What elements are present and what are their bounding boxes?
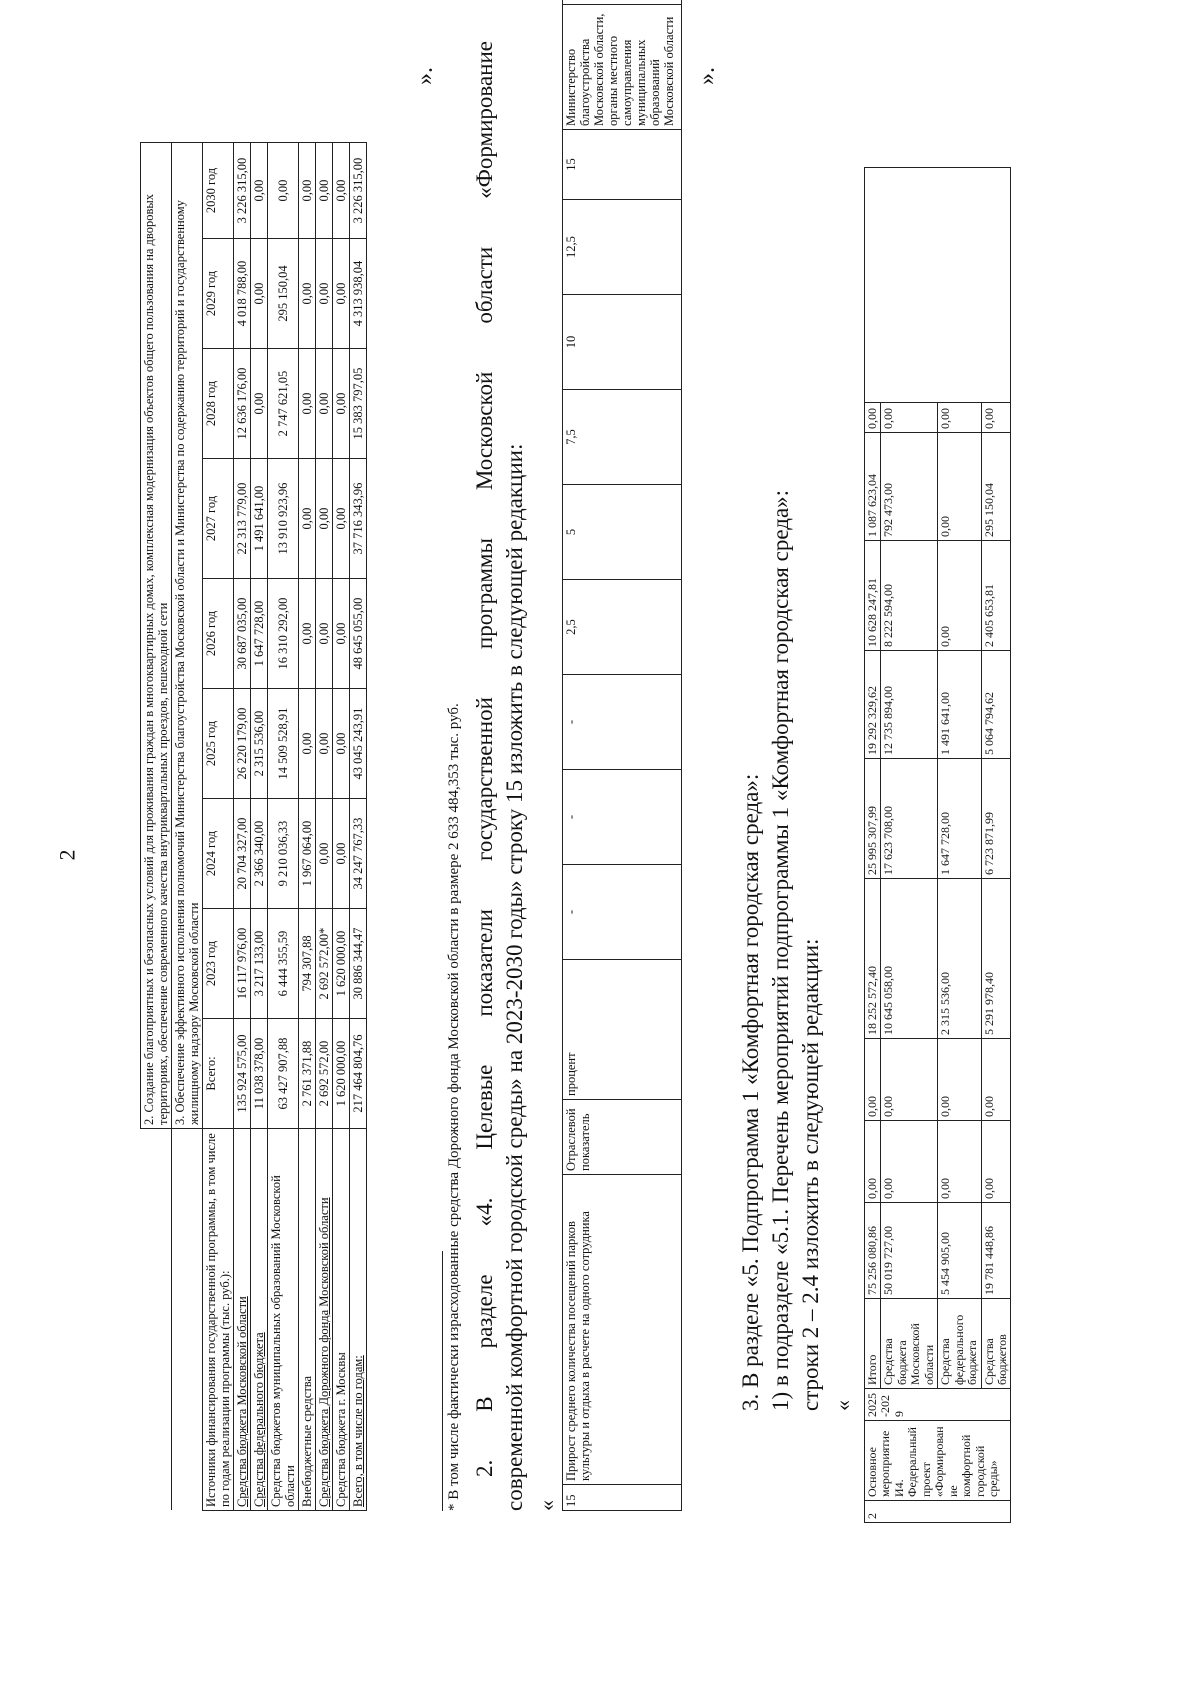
value-cell: 37 716 343,96: [350, 459, 367, 579]
column-header: 2028 год: [203, 349, 234, 459]
column-header: 2024 год: [203, 799, 234, 909]
measure-value: 5 291 978,40: [981, 879, 1011, 1039]
measure-value: 0,00: [881, 1121, 938, 1203]
column-header: 2026 год: [203, 579, 234, 689]
goal-row: [172, 142, 203, 1510]
row-number: 15: [563, 1485, 682, 1511]
value-cell: 12 636 176,00: [234, 349, 251, 459]
section3-rows-text: строки 2 – 2.4 изложить в следующей редакции:: [798, 938, 823, 1411]
value-cell: 0,00: [299, 349, 316, 459]
measure-total: 50 019 727,00: [881, 1203, 938, 1299]
measure-row: [865, 168, 881, 1523]
value-cell: 1 647 728,00: [251, 579, 268, 689]
measure-value: 0,00: [981, 1039, 1011, 1121]
page-number: 2: [54, 849, 80, 861]
value-cell: 26 220 179,00: [234, 689, 251, 799]
footnote-rule: [442, 1251, 443, 1511]
finance-row: [299, 142, 316, 1510]
indicator-name: Прирост среднего количества посещений парков культуры и отдыха в расчете на одного сотрудника: [563, 1175, 682, 1485]
value-cell: 13 910 923,96: [268, 459, 299, 579]
measure-value: 295 150,04: [981, 433, 1011, 541]
section2-paragraph-line1: 2. В разделе «4. Целевые показатели государственной программы Московской области «Формирование: [472, 41, 497, 1477]
value-cell: 0,00: [333, 349, 350, 459]
measure-value: 19 292 329,62: [865, 651, 881, 759]
measure-value: 1 647 728,00: [938, 759, 981, 879]
value-cell: 2 315 536,00: [251, 689, 268, 799]
measure-total: 19 781 448,86: [981, 1203, 1011, 1299]
finance-header-row: [203, 142, 234, 1510]
measure-value: 792 473,00: [881, 433, 938, 541]
value-cell: 0,00: [316, 459, 333, 579]
measure-value: 0,00: [981, 403, 1011, 433]
column-header: 2023 год: [203, 909, 234, 1019]
measure-value: 6 723 871,99: [981, 759, 1011, 879]
measure-total: 5 454 905,00: [938, 1203, 981, 1299]
value-cell: 0,00: [251, 239, 268, 349]
value-cell: 0,00: [268, 142, 299, 238]
value-cell: 9 210 036,33: [268, 799, 299, 909]
value-cell: 0,00: [333, 142, 350, 238]
value-cell: 0,00: [316, 349, 333, 459]
value-cell: 22 313 779,00: [234, 459, 251, 579]
value-cell: 4 018 788,00: [234, 239, 251, 349]
value-cell: 2 747 621,05: [268, 349, 299, 459]
value-cell: 2 761 371,88: [299, 1019, 316, 1129]
value-cell: 14 509 528,91: [268, 689, 299, 799]
source-label: Средства бюджетов муниципальных образований Московской области: [268, 1129, 299, 1511]
finance-row: [333, 142, 350, 1510]
indicators-table: [562, 0, 682, 1511]
finance-row: [251, 142, 268, 1510]
indicator-value: 7,5: [563, 390, 682, 485]
indicator-type: Отраслевой показатель: [563, 1100, 682, 1175]
column-header: 2027 год: [203, 459, 234, 579]
value-cell: 2 366 340,00: [251, 799, 268, 909]
value-cell: 30 886 344,47: [350, 909, 367, 1019]
source-label: Средства федерального бюджета: [251, 1129, 268, 1511]
measure-value: 8 222 594,00: [881, 541, 938, 651]
finance-row: [268, 142, 299, 1510]
value-cell: 2 692 572,00*: [316, 909, 333, 1019]
funding-source: Итого: [865, 1299, 881, 1389]
value-cell: 0,00: [299, 142, 316, 238]
value-cell: 20 704 327,00: [234, 799, 251, 909]
indicator-value: -: [563, 675, 682, 770]
value-cell: 0,00: [299, 689, 316, 799]
indicator-value: 12,5: [563, 200, 682, 295]
value-cell: 0,00: [251, 142, 268, 238]
column-header: Всего:: [203, 1019, 234, 1129]
column-header: 2025 год: [203, 689, 234, 799]
value-cell: 0,00: [333, 579, 350, 689]
funding-source: Средства федерального бюджета: [938, 1299, 981, 1389]
measure-value: 1 087 623,04: [865, 433, 881, 541]
measure-value: 0,00: [938, 1039, 981, 1121]
value-cell: 0,00: [299, 239, 316, 349]
measure-value: 0,00: [938, 1121, 981, 1203]
value-cell: 16 117 976,00: [234, 909, 251, 1019]
value-cell: 0,00: [316, 579, 333, 689]
value-cell: 0,00: [333, 239, 350, 349]
open-quote: «: [534, 1500, 559, 1511]
value-cell: 0,00: [316, 799, 333, 909]
measure-value: 0,00: [865, 403, 881, 433]
measure-value: 25 995 307,99: [865, 759, 881, 879]
measure-value: 10 628 247,81: [865, 541, 881, 651]
measure-value: 0,00: [865, 1121, 881, 1203]
indicator-value: -: [563, 865, 682, 960]
measure-period: 2025-2029: [865, 1389, 1011, 1421]
value-cell: 217 464 804,76: [350, 1019, 367, 1129]
measure-name: Основное мероприятие И4. Федеральный проект «Формирование комфортной городской среды»: [865, 1421, 1011, 1501]
value-cell: 3 226 315,00: [234, 142, 251, 238]
value-cell: 0,00: [333, 459, 350, 579]
measure-blank-cell: [865, 168, 1011, 403]
value-cell: 48 645 055,00: [350, 579, 367, 689]
source-label: Внебюджетные средства: [299, 1129, 316, 1511]
value-cell: 15 383 797,05: [350, 349, 367, 459]
source-label: Средства бюджета г. Москвы: [333, 1129, 350, 1511]
value-cell: 0,00: [316, 142, 333, 238]
measure-value: 0,00: [881, 1039, 938, 1121]
indicator-unit: процент: [563, 960, 682, 1100]
finance-row: [234, 142, 251, 1510]
source-label: Всего, в том числе по годам:: [350, 1129, 367, 1511]
value-cell: 135 924 575,00: [234, 1019, 251, 1129]
measure-value: 0,00: [865, 1039, 881, 1121]
indicator-row: [563, 0, 682, 1511]
value-cell: 1 967 064,00: [299, 799, 316, 909]
measure-value: 0,00: [938, 403, 981, 433]
value-cell: 3 217 133,00: [251, 909, 268, 1019]
value-cell: 30 687 035,00: [234, 579, 251, 689]
funding-source: Средства бюджетов: [981, 1299, 1011, 1389]
value-cell: 4 313 938,04: [350, 239, 367, 349]
open-quote: «: [830, 1400, 855, 1411]
indicator-value: -: [563, 770, 682, 865]
column-header: 2030 год: [203, 142, 234, 238]
value-cell: 3 226 315,00: [350, 142, 367, 238]
measure-total: 75 256 080,86: [865, 1203, 881, 1299]
value-cell: 1 620 000,00: [333, 909, 350, 1019]
value-cell: 43 045 243,91: [350, 689, 367, 799]
measure-value: 0,00: [938, 433, 981, 541]
section2-paragraph-line2: современной комфортной городской среды» на 2023-2030 годы» строку 15 изложить в следующей редакции:: [502, 443, 527, 1511]
measure-value: 0,00: [981, 1121, 1011, 1203]
measure-value: 2 405 653,81: [981, 541, 1011, 651]
finance-table: [140, 142, 367, 1511]
value-cell: 0,00: [333, 799, 350, 909]
value-cell: 0,00: [316, 239, 333, 349]
column-header: 2029 год: [203, 239, 234, 349]
indicator-value: 2,5: [563, 580, 682, 675]
source-label: Средства бюджета Дорожного фонда Московской области: [316, 1129, 333, 1511]
measure-value: 0,00: [938, 541, 981, 651]
measure-value: 12 735 894,00: [881, 651, 938, 759]
measure-value: 18 252 572,40: [865, 879, 881, 1039]
value-cell: 34 247 767,33: [350, 799, 367, 909]
measure-value: 5 064 794,62: [981, 651, 1011, 759]
value-cell: 0,00: [316, 689, 333, 799]
finance-row: [316, 142, 333, 1510]
measure-value: 0,00: [881, 403, 938, 433]
goal-text: 3. Обеспечение эффективного исполнения полномочий Министерства благоустройства Московской области и Министерства по содержанию территорий и государственному жилищному надзору Московской области: [172, 142, 203, 1128]
indicator-value: 5: [563, 485, 682, 580]
value-cell: 0,00: [251, 349, 268, 459]
section3-subheading: 1) в подразделе «5.1. Перечень мероприятий подпрограммы 1 «Комфортная городская среда»:: [768, 489, 793, 1411]
value-cell: 0,00: [299, 579, 316, 689]
indicator-value: 10: [563, 295, 682, 390]
finance-header-label: Источники финансирования государственной программы, в том числе по годам реализации программы (тыс. руб.):: [203, 1129, 234, 1511]
goal-text: 2. Создание благоприятных и безопасных условий для проживания граждан в многоквартирных домах, комплексная модернизация объектов общего пользования на дворовых территориях, обеспечение современного качества внутриквартальных проездов, пешеходной сети: [141, 142, 172, 1128]
value-cell: 63 427 907,88: [268, 1019, 299, 1129]
indicator-value: 15: [563, 130, 682, 200]
measures-table: [864, 167, 1011, 1523]
measure-value: 10 645 058,00: [881, 879, 938, 1039]
measure-value: 2 315 536,00: [938, 879, 981, 1039]
closing-quote: ».: [412, 67, 438, 85]
source-label: Средства бюджета Московской области: [234, 1129, 251, 1511]
row-number: 2: [865, 1501, 1011, 1523]
value-cell: 1 620 000,00: [333, 1019, 350, 1129]
goal-row: [141, 142, 172, 1510]
section3-heading: 3. В разделе «5. Подпрограмма 1 «Комфортная городская среда»:: [738, 773, 763, 1411]
close-quote: ».: [694, 67, 720, 85]
value-cell: 6 444 355,59: [268, 909, 299, 1019]
measure-value: 1 491 641,00: [938, 651, 981, 759]
value-cell: 295 150,04: [268, 239, 299, 349]
value-cell: 0,00: [333, 689, 350, 799]
measure-value: 17 623 708,00: [881, 759, 938, 879]
responsible-body: Министерство благоустройства Московской области, органы местного самоуправления муниципальных образований Московской области: [563, 5, 682, 130]
finance-total-row: [350, 142, 367, 1510]
value-cell: 16 310 292,00: [268, 579, 299, 689]
value-cell: 0,00: [299, 459, 316, 579]
value-cell: 794 307,88: [299, 909, 316, 1019]
funding-source: Средства бюджета Московской области: [881, 1299, 938, 1389]
footnote: * В том числе фактически израсходованные средства Дорожного фонда Московской области в размере 2 633 484,353 тыс. руб.: [446, 703, 462, 1511]
value-cell: 11 038 378,00: [251, 1019, 268, 1129]
value-cell: 2 692 572,00: [316, 1019, 333, 1129]
value-cell: 1 491 641,00: [251, 459, 268, 579]
linked-measures: [563, 0, 682, 5]
